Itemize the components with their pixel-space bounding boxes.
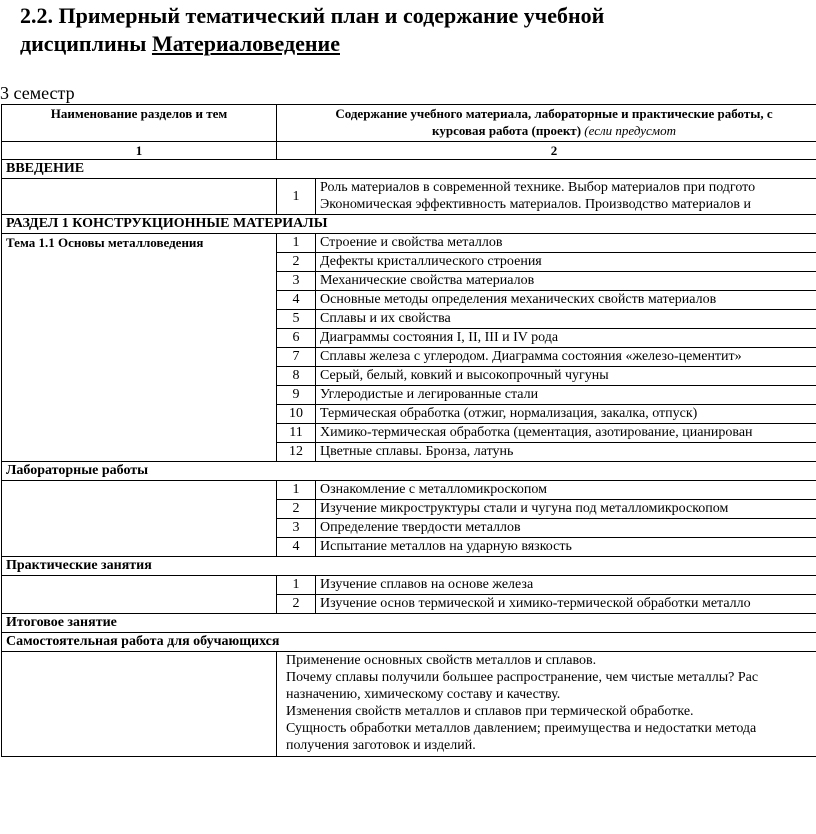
header-sections: Наименование разделов и тем (2, 105, 277, 142)
item-text: Изучение сплавов на основе железа (316, 576, 816, 595)
intro-text: Роль материалов в современной технике. Выбор материалов при подгото Экономическая эффективность материалов. Производство материалов и (316, 179, 816, 215)
item-text: Изучение основ термической и химико-термической обработки металло (316, 595, 816, 614)
title-prefix: дисциплины (20, 31, 152, 56)
self-study-text (277, 652, 816, 757)
item-number: 1 (277, 481, 316, 500)
title-line-1: 2.2. Примерный тематический план и содержание учебной (20, 3, 605, 28)
item-text: Сплавы и их свойства (316, 310, 816, 329)
thematic-plan-table (1, 104, 816, 757)
item-number: 6 (277, 329, 316, 348)
item-text: Механические свойства материалов (316, 272, 816, 291)
section-1-title-row (2, 215, 816, 234)
item-text: Цветные сплавы. Бронза, латунь (316, 443, 816, 462)
self-study-title: Самостоятельная работа для обучающихся (2, 633, 816, 652)
self-study-line: Почему сплавы получили большее распространение, чем чистые металлы? Рас (286, 670, 759, 685)
item-text: Серый, белый, ковкий и высокопрочный чугуны (316, 367, 816, 386)
labs-empty-cell (2, 481, 277, 557)
item-number: 2 (277, 500, 316, 519)
column-number-2: 2 (277, 142, 816, 160)
item-number: 9 (277, 386, 316, 405)
item-number: 12 (277, 443, 316, 462)
item-text: Углеродистые и легированные стали (316, 386, 816, 405)
intro-title: ВВЕДЕНИЕ (2, 160, 816, 179)
subject-name: Материаловедение (151, 31, 340, 56)
table-row (2, 481, 816, 500)
table-row (2, 576, 816, 595)
labs-title: Лабораторные работы (2, 462, 816, 481)
item-text: Определение твердости металлов (316, 519, 816, 538)
self-study-line: Применение основных свойств металлов и сплавов. (286, 653, 597, 668)
self-study-content-row (2, 652, 816, 757)
self-study-line: назначению, химическому составу и качеству. (286, 687, 561, 702)
labs-title-row (2, 462, 816, 481)
intro-number: 1 (277, 179, 316, 215)
item-text: Диаграммы состояния I, II, III и IV рода (316, 329, 816, 348)
self-study-line: Сущность обработки металлов давлением; преимущества и недостатки метода (286, 721, 757, 736)
item-number: 2 (277, 595, 316, 614)
column-number-row (2, 142, 816, 160)
item-number: 10 (277, 405, 316, 424)
final-lesson-title: Итоговое занятие (2, 614, 816, 633)
self-study-empty-cell (2, 652, 277, 757)
intro-empty-cell (2, 179, 277, 215)
intro-content-row (2, 179, 816, 215)
item-number: 4 (277, 291, 316, 310)
self-study-line: Изменения свойств металлов и сплавов при термической обработке. (286, 704, 694, 719)
item-text: Сплавы железа с углеродом. Диаграмма состояния «железо-цементит» (316, 348, 816, 367)
title-line-2 (20, 30, 604, 58)
topic-1-1: Тема 1.1 Основы металловедения (2, 234, 277, 462)
column-number-1: 1 (2, 142, 277, 160)
item-number: 11 (277, 424, 316, 443)
item-text: Химико-термическая обработка (цементация, азотирование, цианирован (316, 424, 816, 443)
item-number: 3 (277, 519, 316, 538)
item-text: Основные методы определения механических свойств материалов (316, 291, 816, 310)
item-number: 5 (277, 310, 316, 329)
header-row (2, 105, 816, 142)
table-row (2, 234, 816, 253)
item-number: 4 (277, 538, 316, 557)
item-number: 1 (277, 576, 316, 595)
item-text: Испытание металлов на ударную вязкость (316, 538, 816, 557)
item-text: Строение и свойства металлов (316, 234, 816, 253)
item-number: 7 (277, 348, 316, 367)
self-study-title-row (2, 633, 816, 652)
final-lesson-title-row (2, 614, 816, 633)
item-text: Изучение микроструктуры стали и чугуна под металломикроскопом (316, 500, 816, 519)
practice-title: Практические занятия (2, 557, 816, 576)
intro-title-row (2, 160, 816, 179)
item-number: 3 (277, 272, 316, 291)
document-title (20, 2, 604, 58)
item-number: 1 (277, 234, 316, 253)
self-study-line: получения заготовок и изделий. (286, 738, 476, 753)
item-text: Ознакомление с металломикроскопом (316, 481, 816, 500)
header-content: Содержание учебного материала, лабораторные и практические работы, с курсовая работа (проект) (если предусмот (277, 105, 816, 142)
practice-title-row (2, 557, 816, 576)
item-number: 2 (277, 253, 316, 272)
section-1-title: РАЗДЕЛ 1 КОНСТРУКЦИОННЫЕ МАТЕРИАЛЫ (2, 215, 816, 234)
item-number: 8 (277, 367, 316, 386)
practice-empty-cell (2, 576, 277, 614)
item-text: Термическая обработка (отжиг, нормализация, закалка, отпуск) (316, 405, 816, 424)
item-text: Дефекты кристаллического строения (316, 253, 816, 272)
semester-label: 3 семестр (0, 83, 75, 103)
